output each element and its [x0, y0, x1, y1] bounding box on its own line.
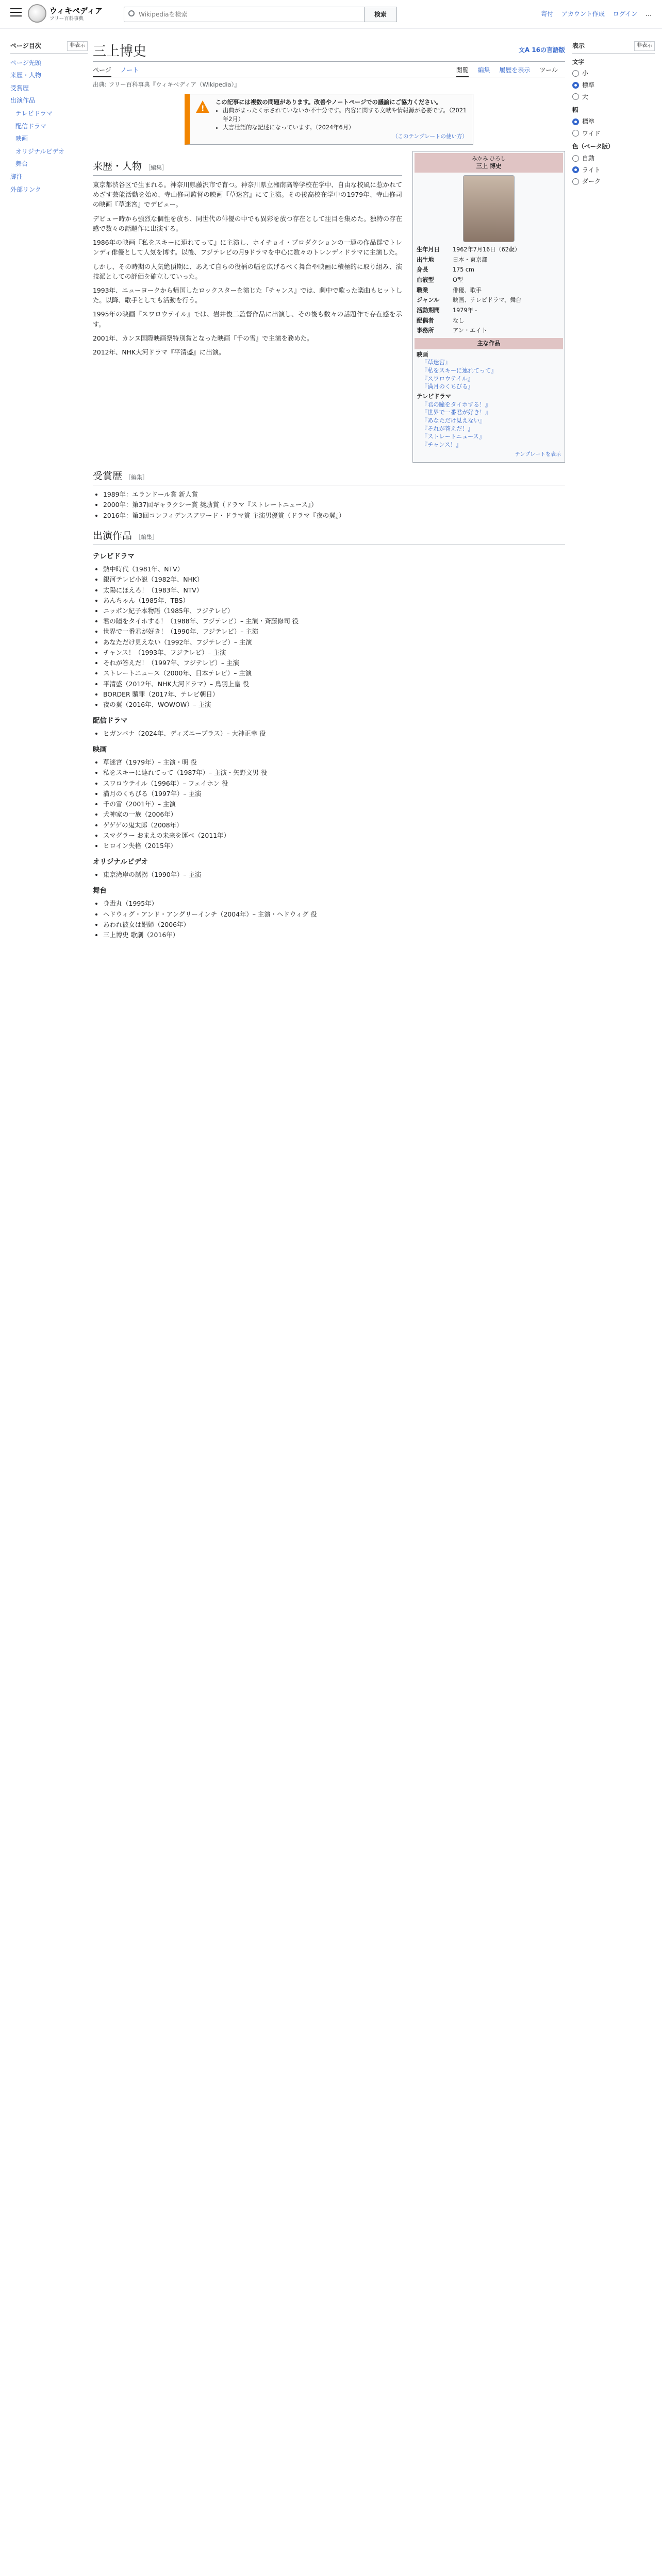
movie-item: • 満月のくちびる（1997年）– 主演: [103, 789, 565, 799]
awards-list: [103, 489, 565, 520]
tv-item: • BORDER 贖罪（2017年、テレビ朝日）: [103, 689, 565, 699]
tab-edit[interactable]: 編集: [477, 66, 490, 74]
section-title: 出演作品: [93, 530, 133, 541]
issues-notice: [185, 94, 473, 145]
radio-button[interactable]: [572, 82, 579, 89]
tv-item: • あなただけ見えない（1992年、フジテレビ）– 主演: [103, 637, 565, 647]
main-menu-icon[interactable]: [10, 8, 22, 18]
infobox-tv[interactable]: 『ストレートニュース』: [422, 433, 485, 440]
infobox-row: [415, 265, 563, 275]
more-menu-icon[interactable]: …: [646, 10, 652, 18]
infobox-value: アン・エイト: [453, 327, 487, 334]
appearance-panel: [572, 41, 655, 189]
radio-button[interactable]: [572, 118, 579, 125]
infobox-movie[interactable]: 『スワロウテイル』: [422, 375, 473, 382]
tv-item: • 熱中時代（1981年、NTV）: [103, 564, 565, 574]
infobox-label: ジャンル: [417, 297, 440, 304]
edit-link[interactable]: ［編集］: [135, 533, 158, 540]
appearance-option[interactable]: [572, 117, 655, 127]
movie-item: • 私をスキーに連れてって（1987年）– 主演・矢野文男 役: [103, 768, 565, 777]
tab-history[interactable]: 履歴を表示: [499, 66, 531, 74]
section-title: 受賞歴: [93, 470, 123, 482]
movie-item: • ゲゲゲの鬼太郎（2008年）: [103, 820, 565, 830]
infobox-movie[interactable]: 『私をスキーに連れてって』: [422, 367, 497, 374]
movie-list: [103, 757, 565, 851]
tv-item: • 太陽にほえろ！（1983年、NTV）: [103, 585, 565, 595]
infobox-row: [415, 306, 563, 316]
login-link[interactable]: ログイン: [613, 10, 638, 18]
search-box: [124, 7, 397, 22]
infobox-tv[interactable]: 『あなただけ見えない』: [422, 417, 486, 424]
award-item: • 2000年：第37回ギャラクシー賞 奨励賞（ドラマ『ストレートニュース』）: [103, 500, 565, 510]
infobox-value: 俳優、歌手: [453, 286, 482, 294]
infobox-label: 生年月日: [417, 246, 440, 253]
toc-item[interactable]: 受賞歴: [10, 84, 29, 92]
notice-template-link[interactable]: （このテンプレートの使い方）: [392, 133, 468, 140]
ov-item: • 東京湾岸の誘拐（1990年）– 主演: [103, 870, 565, 879]
infobox-works-heading: 主な作品: [415, 338, 563, 349]
section-heading-career: [93, 159, 402, 176]
user-links: [535, 9, 652, 19]
tv-item: • 君の瞳をタイホする！（1988年、フジテレビ）– 主演・斉藤修司 役: [103, 616, 565, 626]
search-icon: [128, 10, 135, 16]
infobox-movie[interactable]: 『満月のくちびる』: [422, 383, 474, 391]
toc-item[interactable]: 映画: [15, 135, 28, 143]
movie-item: • スマグラー おまえの未来を運べ（2011年）: [103, 831, 565, 840]
toc-item[interactable]: 脚注: [10, 173, 23, 180]
edit-link[interactable]: ［編集］: [125, 473, 148, 481]
appearance-option[interactable]: [572, 129, 655, 139]
tab-talk[interactable]: ノート: [120, 66, 139, 74]
logo-title[interactable]: ウィキペディア: [49, 6, 103, 15]
toc-sidebar: [10, 41, 88, 196]
option-label: 標準: [582, 118, 595, 125]
award-item: • 2016年：第3回コンフィデンスアワード・ドラマ賞 主演男優賞（ドラマ『夜の翼』）: [103, 511, 565, 520]
notice-item: • 出典がまったく示されていないか不十分です。内容に関する文献や情報源が必要です。（2021年2月）: [223, 107, 468, 124]
infobox-tv[interactable]: 『世界で一番君が好き！』: [422, 409, 491, 416]
infobox-label: 配偶者: [417, 317, 434, 324]
movie-item: • スワロウテイル（1996年）– フェイホン 役: [103, 778, 565, 788]
article-paragraph: しかし、その時期の人気絶頂期に、あえて自らの役柄の幅を広げるべく舞台や映画に積極的に取り組み、演技派としての評価を確立していった。: [93, 262, 402, 280]
subsection-ov: オリジナルビデオ: [93, 858, 148, 867]
page-title: 三上博史: [93, 44, 147, 59]
web-item: • ヒガンバナ（2024年、ディズニープラス）– 大神正幸 役: [103, 728, 565, 738]
infobox-label: 職業: [417, 286, 428, 294]
appearance-option[interactable]: [572, 165, 655, 175]
toc-item[interactable]: 舞台: [15, 160, 28, 168]
tv-list: [103, 564, 565, 709]
infobox-tv[interactable]: 『チャンス！』: [422, 442, 462, 448]
infobox-row: [415, 316, 563, 326]
radio-button[interactable]: [572, 130, 579, 137]
radio-button[interactable]: [572, 178, 579, 185]
tv-item: • それが答えだ！（1997年、フジテレビ）– 主演: [103, 658, 565, 668]
infobox-template-link[interactable]: テンプレートを表示: [515, 451, 561, 457]
article-paragraph: 2012年、NHK大河ドラマ『平清盛』に出演。: [93, 348, 225, 357]
infobox-value: 175 cm: [453, 266, 474, 274]
award-item: • 1989年：エランドール賞 新人賞: [103, 489, 565, 499]
language-button[interactable]: 文A 16の言語版: [518, 46, 565, 54]
option-label: 大: [582, 93, 589, 100]
color-label: 色（ベータ版）: [572, 143, 614, 150]
article-paragraph: 1993年、ニューヨークから帰国したロックスターを演じた『チャンス』では、劇中で歌った楽曲もヒットした。以降、歌手としても活動を行う。: [93, 286, 403, 304]
article-paragraph: 2001年、カンヌ国際映画祭特別賞となった映画『千の雪』で主演を務めた。: [93, 334, 313, 342]
tv-item: • 夜の翼（2016年、WOWOW）– 主演: [103, 700, 565, 709]
appearance-option[interactable]: [572, 92, 655, 102]
infobox-row: [415, 245, 563, 255]
infobox-value: 1962年7月16日（62歳）: [453, 246, 521, 253]
appearance-option[interactable]: [572, 154, 655, 163]
tv-item: • 世界で一番君が好き！（1990年、フジテレビ）– 主演: [103, 626, 565, 636]
tab-page[interactable]: ページ: [93, 66, 111, 77]
infobox: [412, 151, 565, 463]
stage-item: • あわれ彼女は娼婦（2006年）: [103, 920, 565, 929]
toc-item[interactable]: 来歴・人物: [10, 72, 42, 79]
tv-item: • あんちゃん（1985年、TBS）: [103, 596, 565, 605]
toc-item[interactable]: オリジナルビデオ: [15, 147, 65, 155]
stage-item: • ヘドウィグ・アンド・アングリーインチ（2004年）– 主演・ヘドウィグ 役: [103, 909, 565, 919]
tab-read[interactable]: 閲覧: [456, 66, 469, 77]
lead-column: [93, 151, 402, 362]
infobox-row: [415, 326, 563, 336]
tv-item: • 平清盛（2012年、NHK大河ドラマ）– 鳥羽上皇 役: [103, 679, 565, 689]
infobox-photo[interactable]: [415, 173, 563, 245]
movie-item: • 千の雪（2001年）– 主演: [103, 799, 565, 809]
infobox-row: [415, 255, 563, 265]
infobox-name: 三上 博史: [476, 163, 502, 170]
infobox-row: [415, 275, 563, 285]
movie-item: • 草迷宮（1979年）– 主演・明 役: [103, 757, 565, 767]
donate-link[interactable]: 寄付: [541, 10, 554, 18]
appearance-option[interactable]: [572, 69, 655, 78]
edit-link[interactable]: ［編集］: [145, 164, 168, 171]
infobox-value: O型: [453, 276, 463, 283]
section-heading-awards: [93, 469, 565, 485]
article-paragraph: 東京都渋谷区で生まれる。神奈川県藤沢市で育つ。神奈川県立湘南高等学校在学中、自由な校風に惹かれてめざす芸能活動を始め、寺山修司監督の映画『草迷宮』にて主演。その後高校在学中の1979年、寺山修司の映画『草迷宮』でデビュー。: [93, 180, 402, 209]
movie-item: • ヒロイン失格（2015年）: [103, 841, 565, 851]
width-label: 幅: [572, 106, 578, 114]
option-label: 自動: [582, 155, 595, 162]
stage-item: • 三上博史 歌劇（2016年）: [103, 930, 565, 940]
radio-button[interactable]: [572, 166, 579, 173]
article-paragraph: 1986年の映画『私をスキーに連れてって』に主演し、ホイチョイ・プロダクションの一連の作品群でトレンディ俳優として人気を博す。以後、フジテレビの月9ドラマを中心に数々のトレンディドラマに主演した。: [93, 239, 402, 257]
infobox-tv[interactable]: 『それが答えだ！』: [422, 425, 474, 432]
appearance-option[interactable]: [572, 177, 655, 187]
tv-item: • チャンス！（1993年、フジテレビ）– 主演: [103, 648, 565, 657]
toc-item[interactable]: 配信ドラマ: [15, 122, 47, 130]
tv-item: • ストレートニュース（2000年、日本テレビ）– 主演: [103, 668, 565, 678]
option-label: ワイド: [582, 129, 601, 137]
article-content: [93, 41, 565, 943]
warning-icon: [196, 100, 209, 113]
wikipedia-globe-logo[interactable]: [28, 4, 46, 23]
appearance-heading: 表示: [572, 42, 585, 49]
subsection-movies: 映画: [93, 745, 107, 754]
tv-item: • 銀河テレビ小説（1982年、NHK）: [103, 574, 565, 584]
infobox-value: 1979年 -: [453, 307, 477, 314]
portrait-image[interactable]: [463, 175, 515, 242]
toc-item[interactable]: 外部リンク: [10, 185, 41, 193]
infobox-value: 映画、テレビドラマ、舞台: [453, 297, 522, 304]
toc-list: [10, 57, 88, 196]
radio-button[interactable]: [572, 155, 579, 162]
radio-button[interactable]: [572, 70, 579, 77]
subsection-tv: テレビドラマ: [93, 552, 135, 561]
toc-heading: ページ目次: [10, 42, 41, 49]
stage-item: • 身毒丸（1995年）: [103, 899, 565, 908]
toc-item[interactable]: テレビドラマ: [15, 109, 53, 117]
infobox-value: 日本・東京都: [453, 256, 488, 263]
search-button[interactable]: 検索: [364, 7, 397, 22]
infobox-movies-heading: 映画: [417, 351, 428, 358]
site-header: [0, 0, 662, 29]
text-size-label: 文字: [572, 58, 584, 65]
infobox-tv-heading: テレビドラマ: [417, 393, 451, 400]
toc-hide-button[interactable]: 非表示: [67, 41, 88, 51]
appearance-hide-button[interactable]: 非表示: [634, 41, 655, 51]
logo-subtitle: フリー百科事典: [49, 16, 84, 22]
create-account-link[interactable]: アカウント作成: [561, 10, 605, 18]
lower-sections: [93, 469, 565, 940]
infobox-kana: みかみ ひろし: [471, 155, 506, 162]
option-label: 小: [582, 70, 589, 77]
infobox-label: 出生地: [417, 256, 434, 263]
movie-item: • 犬神家の一族（2006年）: [103, 809, 565, 819]
infobox-label: 血液型: [417, 276, 434, 283]
infobox-label: 身長: [417, 266, 428, 274]
radio-button[interactable]: [572, 93, 579, 100]
subsection-stage: 舞台: [93, 887, 107, 895]
stage-list: [103, 899, 565, 940]
toc-item[interactable]: ページ先頭: [10, 59, 41, 66]
notice-item: • 大言壮語的な記述になっています。（2024年6月）: [223, 124, 468, 132]
subsection-web: 配信ドラマ: [93, 717, 128, 725]
search-input[interactable]: [139, 9, 366, 20]
infobox-row: [415, 285, 563, 296]
infobox-movie[interactable]: 『草迷宮』: [422, 359, 451, 366]
option-label: ライト: [582, 166, 601, 174]
infobox-label: 活動期間: [417, 307, 440, 314]
tv-item: • ニッポン紀子本物語（1985年、フジテレビ）: [103, 606, 565, 616]
from-wikipedia: 出典: フリー百科事典『ウィキペディア（Wikipedia）』: [93, 81, 240, 88]
infobox-label: 事務所: [417, 327, 434, 334]
infobox-table: [415, 245, 563, 336]
article-body: [93, 151, 565, 940]
appearance-option[interactable]: [572, 80, 655, 90]
option-label: ダーク: [582, 178, 601, 185]
tab-tools[interactable]: ツール: [539, 66, 558, 74]
web-list: [103, 728, 565, 738]
page-tabs: [93, 62, 565, 77]
infobox-value: なし: [453, 317, 465, 324]
article-paragraph: 1995年の映画『スワロウテイル』では、岩井俊二監督作品に出演し、その後も数々の話題作で存在感を示す。: [93, 310, 402, 328]
infobox-header: [415, 153, 563, 173]
infobox-tv[interactable]: 『君の瞳をタイホする！』: [422, 401, 491, 408]
ov-list: [103, 870, 565, 879]
section-heading-works: [93, 529, 565, 545]
infobox-row: [415, 295, 563, 306]
article-paragraph: デビュー時から強烈な個性を放ち、同世代の俳優の中でも異彩を放つ存在として注目を集めた。独特の存在感で数々の話題作に出演する。: [93, 214, 402, 232]
notice-main: この記事には複数の問題があります。改善やノートページでの議論にご協力ください。: [216, 98, 442, 106]
section-title: 来歴・人物: [93, 160, 142, 172]
toc-item[interactable]: 出演作品: [10, 97, 36, 105]
title-row: [93, 41, 565, 62]
option-label: 標準: [582, 81, 595, 89]
